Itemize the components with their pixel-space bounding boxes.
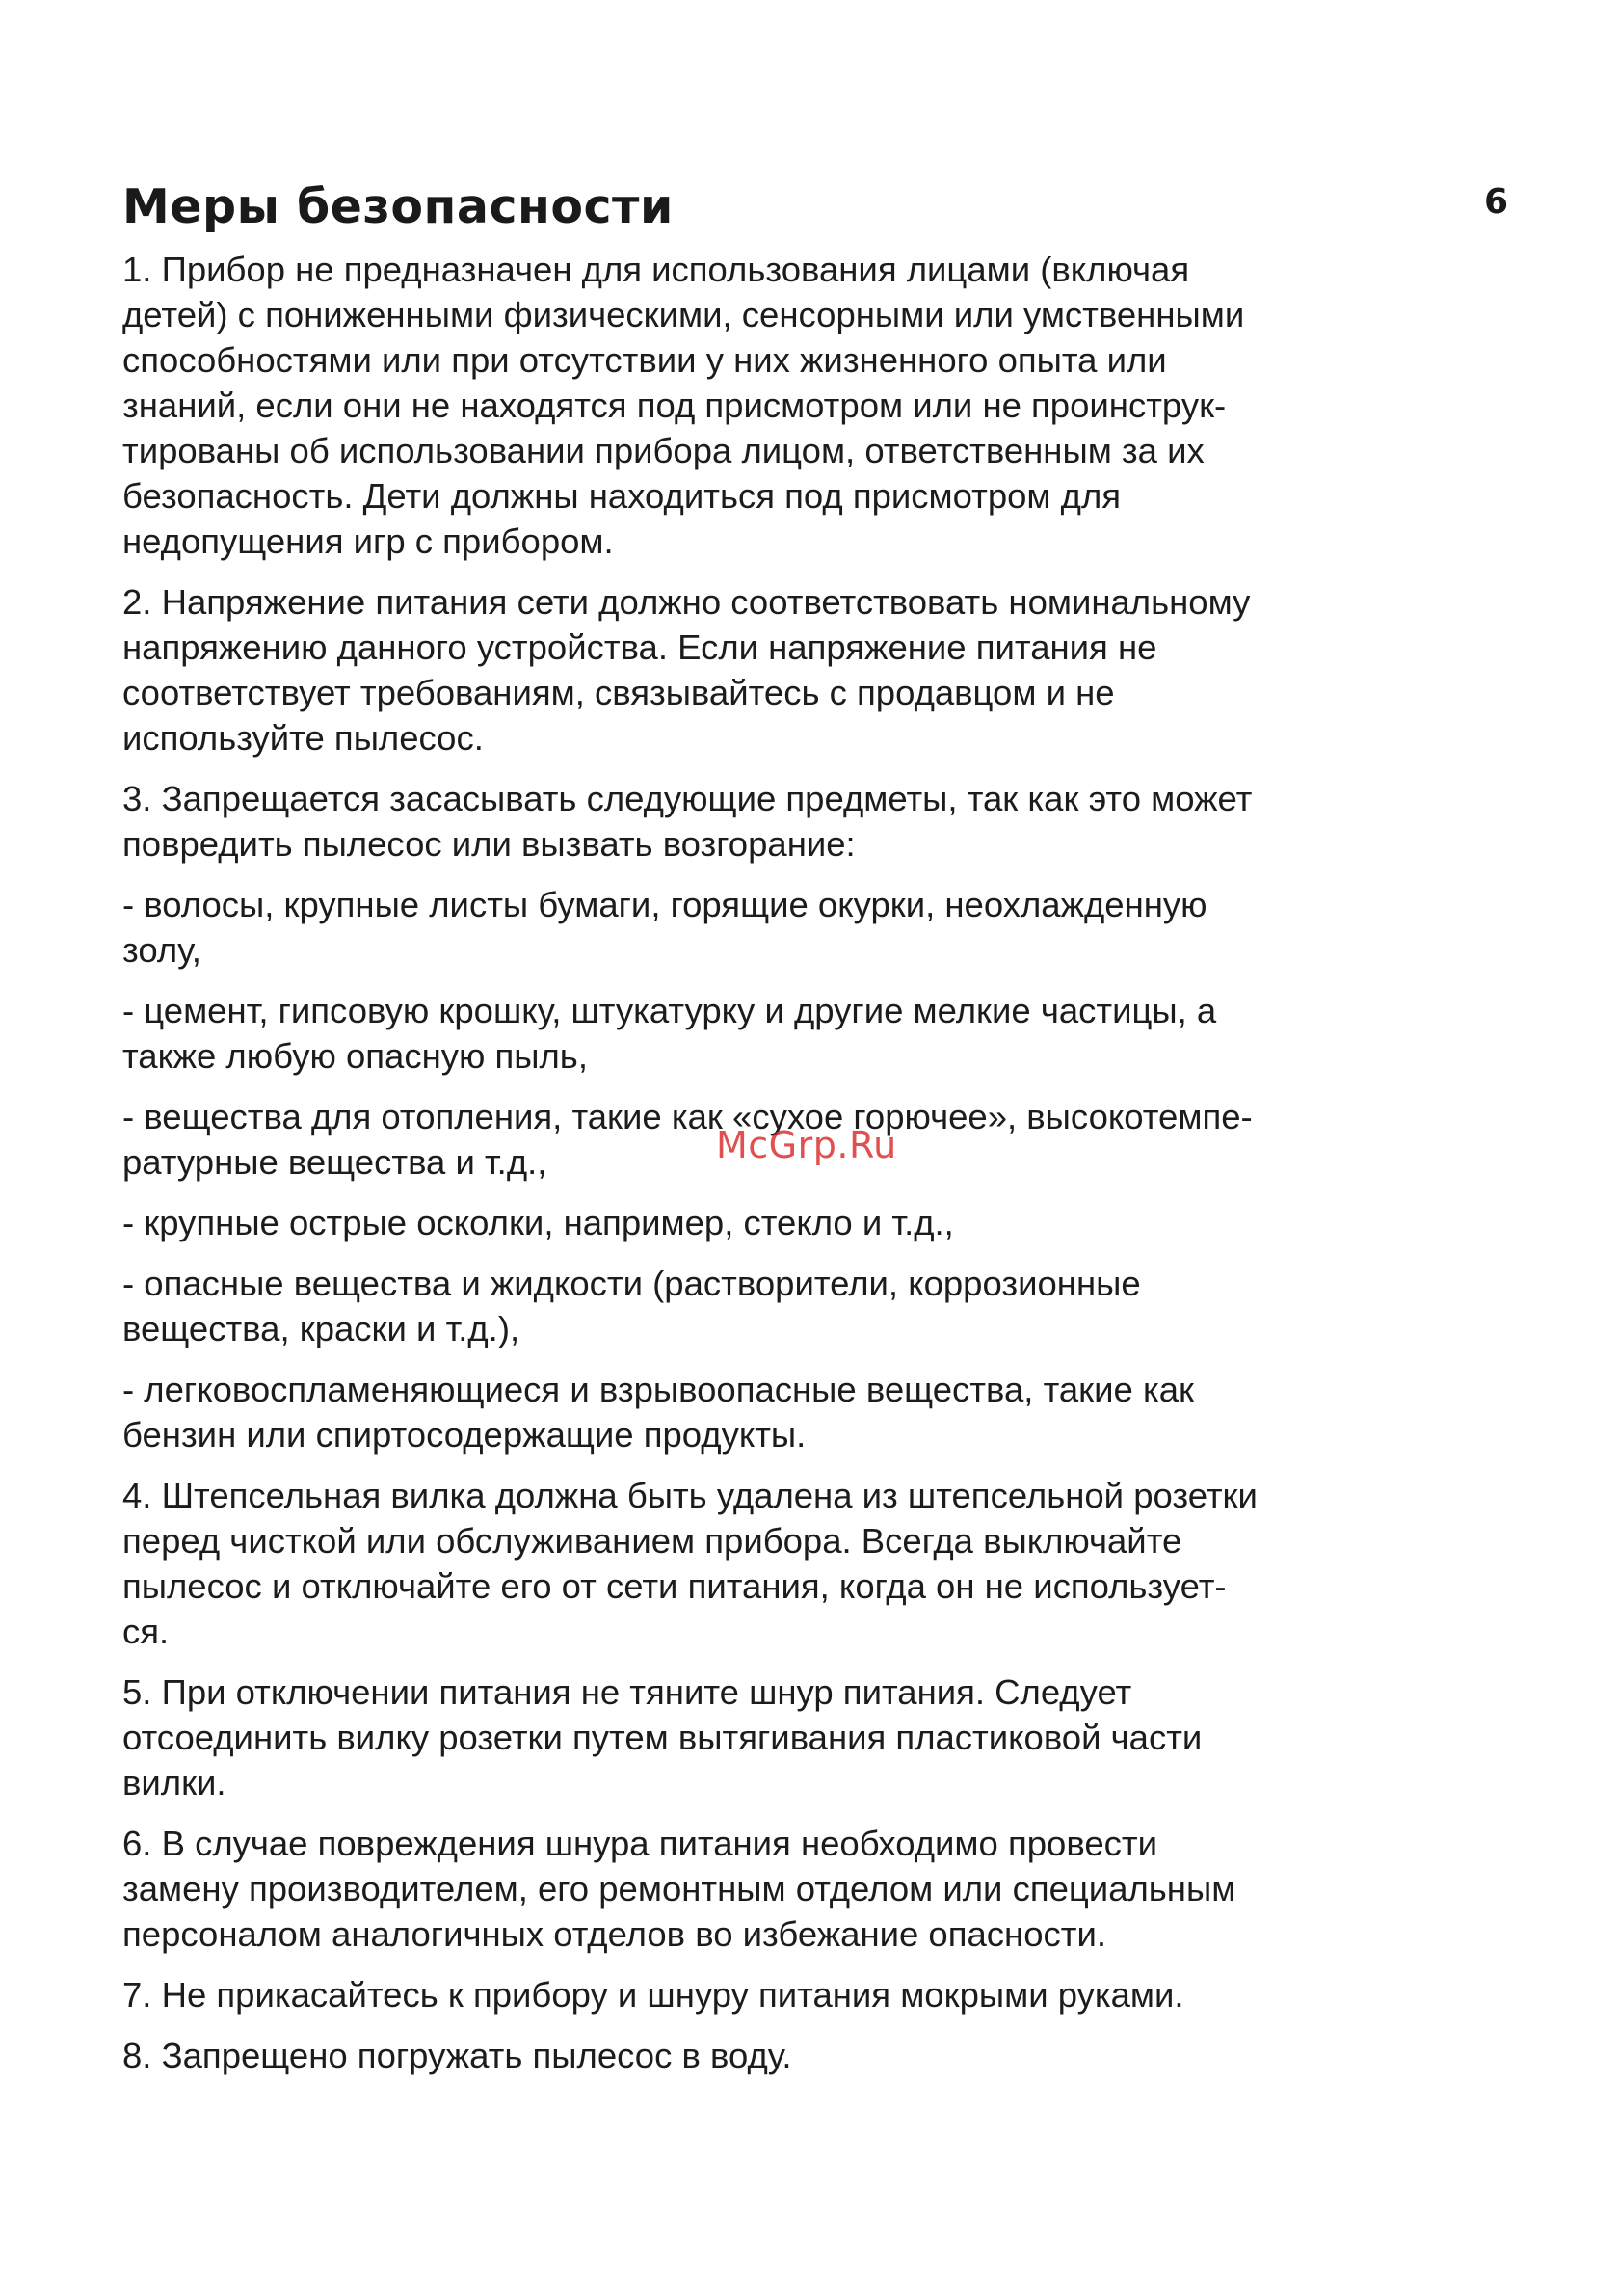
text-line: 7. Не прикасайтесь к прибору и шнуру питания мокрыми руками. (122, 1975, 1184, 2015)
text-line: - волосы, крупные листы бумаги, горящие окурки, неохлажденную (122, 885, 1207, 924)
text-line: соответствует требованиям, связывайтесь с продавцом и не (122, 673, 1115, 712)
text-line: 2. Напряжение питания сети должно соответствовать номинальному (122, 582, 1251, 622)
text-line: повредить пылесос или вызвать возгорание: (122, 824, 856, 864)
paragraph (122, 1821, 1510, 1957)
text-line: золу, (122, 930, 201, 970)
text-line: безопасность. Дети должны находиться под присмотром для (122, 476, 1122, 516)
text-line: используйте пылесос. (122, 718, 484, 758)
text-line: 6. В случае повреждения шнура питания необходимо провести (122, 1824, 1157, 1863)
text-line: недопущения игр с прибором. (122, 521, 614, 561)
text-line: 4. Штепсельная вилка должна быть удалена из штепсельной розетки (122, 1476, 1258, 1515)
text-line: персоналом аналогичных отделов во избежание опасности. (122, 1914, 1107, 1954)
text-line: отсоединить вилку розетки путем вытягивания пластиковой части (122, 1718, 1203, 1757)
paragraph (122, 247, 1510, 564)
paragraph (122, 1669, 1510, 1805)
text-line: знаний, если они не находятся под присмотром или не проинструк- (122, 386, 1227, 425)
text-line: замену производителем, его ремонтным отделом или специальным (122, 1869, 1236, 1909)
page-title: Меры безопасности (122, 179, 674, 234)
page-number: 6 (1484, 182, 1509, 222)
paragraph (122, 1473, 1510, 1654)
text-line: пылесос и отключайте его от сети питания, когда он не использует- (122, 1566, 1227, 1606)
safety-instructions-body (122, 247, 1510, 2094)
text-line: бензин или спиртосодержащие продукты. (122, 1415, 807, 1455)
paragraph (122, 1367, 1510, 1457)
watermark: McGrp.Ru (716, 1124, 897, 1166)
text-line: перед чисткой или обслуживанием прибора. Всегда выключайте (122, 1521, 1182, 1561)
paragraph (122, 1261, 1510, 1351)
text-line: 3. Запрещается засасывать следующие предметы, так как это может (122, 779, 1253, 818)
text-line: ратурные вещества и т.д., (122, 1142, 547, 1182)
text-line: - вещества для отопления, такие как «сухое горючее», высокотемпе- (122, 1097, 1253, 1136)
text-line: напряжению данного устройства. Если напряжение питания не (122, 627, 1157, 667)
text-line: также любую опасную пыль, (122, 1036, 588, 1076)
text-line: ся. (122, 1612, 170, 1651)
paragraph (122, 2033, 1510, 2078)
text-line: - крупные острые осколки, например, стекло и т.д., (122, 1203, 954, 1242)
paragraph (122, 579, 1510, 761)
text-line: 5. При отключении питания не тяните шнур питания. Следует (122, 1672, 1132, 1712)
paragraph (122, 1200, 1510, 1245)
text-line: тированы об использовании прибора лицом, ответственным за их (122, 431, 1205, 470)
text-line: вещества, краски и т.д.), (122, 1309, 520, 1348)
paragraph (122, 1972, 1510, 2017)
text-line: 1. Прибор не предназначен для использования лицами (включая (122, 250, 1190, 289)
paragraph (122, 988, 1510, 1079)
paragraph (122, 882, 1510, 973)
text-line: - цемент, гипсовую крошку, штукатурку и другие мелкие частицы, а (122, 991, 1217, 1030)
text-line: детей) с пониженными физическими, сенсорными или умственными (122, 295, 1245, 334)
text-line: - легковоспламеняющиеся и взрывоопасные вещества, такие как (122, 1370, 1195, 1409)
paragraph (122, 776, 1510, 867)
text-line: вилки. (122, 1763, 226, 1802)
text-line: - опасные вещества и жидкости (растворители, коррозионные (122, 1264, 1141, 1303)
text-line: 8. Запрещено погружать пылесос в воду. (122, 2036, 792, 2075)
text-line: способностями или при отсутствии у них жизненного опыта или (122, 340, 1167, 380)
